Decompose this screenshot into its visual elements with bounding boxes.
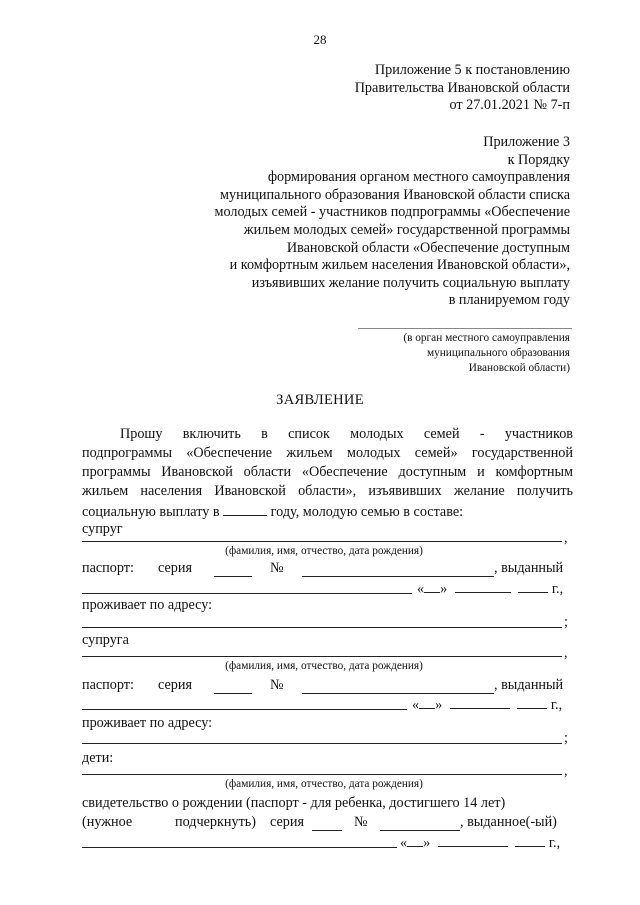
- series-label: серия: [270, 814, 304, 830]
- issue-year-field[interactable]: [518, 579, 548, 593]
- header-line: Приложение 5 к постановлению: [374, 62, 570, 78]
- children-label: дети:: [82, 750, 114, 766]
- series-label: серия: [158, 677, 192, 693]
- appendix-line: формирования органом местного самоуправления: [267, 169, 570, 186]
- passport-number-field[interactable]: [302, 576, 494, 577]
- appendix-block: [214, 134, 570, 310]
- intro-last-line: [82, 502, 463, 521]
- husband-label: супруг: [82, 521, 123, 537]
- husband-fio-field[interactable]: [82, 541, 562, 542]
- appendix-line: муниципального образования Ивановской области списка: [220, 186, 570, 203]
- certificate-series-field[interactable]: [312, 830, 342, 831]
- comma-mark: ,: [564, 645, 568, 661]
- number-sign: №: [270, 560, 284, 576]
- recipient-caption: [403, 331, 570, 376]
- passport-issuer-field[interactable]: [82, 593, 412, 594]
- wife-label: супруга: [82, 632, 129, 648]
- appendix-line: Ивановской области «Обеспечение доступным: [286, 239, 570, 256]
- wife-address-field[interactable]: [82, 743, 562, 744]
- issue-day-field[interactable]: [407, 833, 423, 847]
- recipient-caption-line: (в орган местного самоуправления: [403, 332, 570, 344]
- wife-fio-field[interactable]: [82, 656, 562, 657]
- recipient-caption-line: Ивановской области): [468, 362, 570, 374]
- intro-last-after: году, молодую семью в составе:: [270, 504, 464, 520]
- passport-issuer-field[interactable]: [82, 709, 407, 710]
- husband-address-field[interactable]: [82, 627, 562, 628]
- intro-line: жильем населения Ивановской области», изъявивших желание получить: [82, 483, 573, 499]
- appendix-line: молодых семей - участников подпрограммы «Обеспечение: [214, 204, 570, 221]
- issue-date: « » г.,: [417, 581, 564, 597]
- child-fio-field[interactable]: [82, 774, 562, 775]
- issue-month-field[interactable]: [438, 833, 508, 847]
- passport-number-field[interactable]: [302, 693, 494, 694]
- series-label: серия: [158, 560, 192, 576]
- certificate-issuer-field[interactable]: [82, 847, 397, 848]
- number-sign: №: [270, 677, 284, 693]
- header-block: [355, 62, 570, 115]
- passport-series-field[interactable]: [214, 693, 252, 694]
- semicolon-mark: ;: [564, 614, 568, 630]
- issue-day-field[interactable]: [419, 695, 435, 709]
- fio-caption: (фамилия, имя, отчество, дата рождения): [225, 545, 423, 557]
- certificate-issue-date: « » г.,: [400, 835, 561, 851]
- semicolon-mark: ;: [564, 730, 568, 746]
- recipient-line[interactable]: [358, 328, 572, 329]
- issue-date: « » г.,: [412, 697, 563, 713]
- issue-year-field[interactable]: [515, 833, 545, 847]
- fio-caption: (фамилия, имя, отчество, дата рождения): [225, 660, 423, 672]
- passport-label: паспорт:: [82, 677, 134, 693]
- appendix-line: Приложение 3: [483, 134, 570, 150]
- recipient-caption-line: муниципального образования: [426, 347, 570, 359]
- passport-label: паспорт:: [82, 560, 134, 576]
- address-label: проживает по адресу:: [82, 597, 213, 613]
- issued-label: , выданный: [494, 560, 564, 576]
- issue-year-field[interactable]: [517, 695, 547, 709]
- intro-line: Прошу включить в список молодых семей - участников: [120, 426, 573, 442]
- appendix-line: изъявивших желание получить социальную выплату: [251, 274, 570, 291]
- planned-year-field[interactable]: [223, 502, 267, 516]
- header-line: от 27.01.2021 № 7-п: [449, 97, 570, 114]
- certificate-number-field[interactable]: [380, 830, 460, 831]
- header-line: Правительства Ивановской области: [354, 79, 570, 96]
- intro-line: программы Ивановской области «Обеспечение доступным и комфортным: [82, 464, 573, 480]
- document-title: ЗАЯВЛЕНИЕ: [276, 392, 364, 408]
- issue-day-field[interactable]: [424, 579, 440, 593]
- page-number: 28: [313, 32, 327, 47]
- birth-certificate-label: свидетельство о рождении (паспорт - для ребенка, достигшего 14 лет): [82, 795, 506, 811]
- issue-month-field[interactable]: [455, 579, 511, 593]
- number-sign: №: [354, 814, 368, 830]
- fio-caption: (фамилия, имя, отчество, дата рождения): [225, 778, 423, 790]
- passport-series-field[interactable]: [214, 576, 252, 577]
- appendix-line: и комфортным жильем населения Ивановской области»,: [229, 257, 570, 274]
- underline-hint: (нужное подчеркнуть): [82, 814, 256, 830]
- address-label: проживает по адресу:: [82, 715, 213, 731]
- appendix-line: в планируемом году: [448, 292, 570, 309]
- issued-label: , выданный: [494, 677, 564, 693]
- issue-month-field[interactable]: [450, 695, 510, 709]
- comma-mark: ,: [564, 530, 568, 546]
- intro-last-before: социальную выплату в: [82, 504, 220, 520]
- appendix-line: к Порядку: [507, 151, 570, 168]
- issued-neuter-label: , выданное(-ый): [460, 814, 557, 830]
- comma-mark: ,: [564, 763, 568, 779]
- intro-line: подпрограммы «Обеспечение жильем молодых семей» государственной: [82, 445, 573, 461]
- appendix-line: жильем молодых семей» государственной программы: [243, 221, 570, 238]
